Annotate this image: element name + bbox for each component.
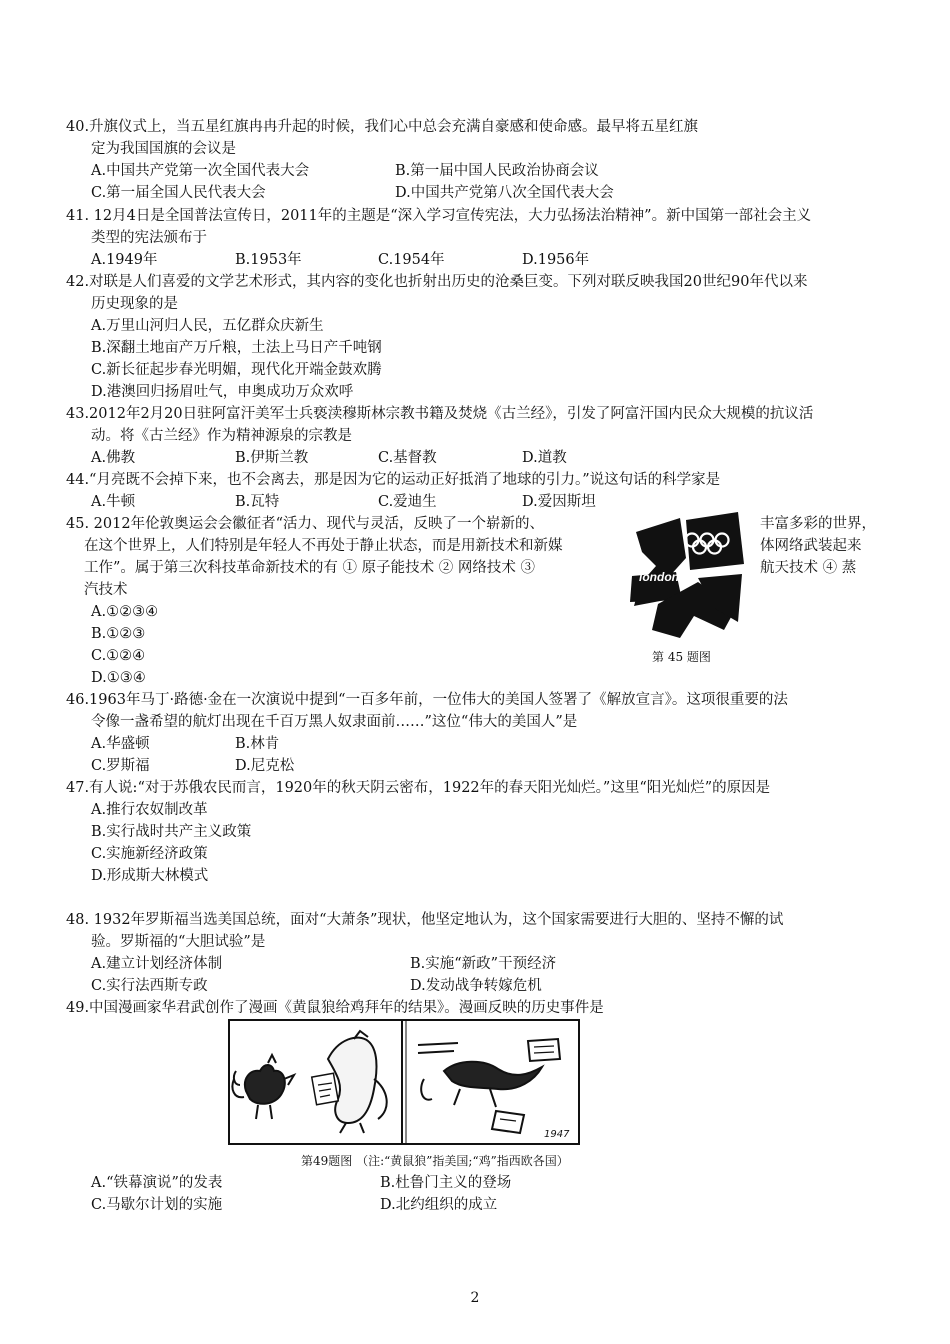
q47-option-a: A.推行农奴制改革 — [91, 802, 208, 818]
q47-option-d: D.形成斯大林模式 — [91, 868, 209, 884]
q41-stem-line1: 41. 12月4日是全国普法宣传日，2011年的主题是“深入学习宣传宪法，大力弘扬法治精神”。新中国第一部社会主义 — [66, 208, 812, 224]
cartoon-year: 1947 — [544, 1129, 570, 1140]
q45-line3-right: 航天技术 ④ 蒸 — [760, 560, 857, 576]
q43-stem-line2: 动。将《古兰经》作为精神源泉的宗教是 — [91, 428, 352, 444]
q46-option-a: A.华盛顿 — [91, 736, 150, 752]
q45-line2-right: 体网络武装起来 — [760, 538, 862, 554]
q45-line3-left: 工作”。属于第三次科技革命新技术的有 ① 原子能技术 ② 网络技术 ③ — [84, 560, 535, 576]
q45-option-a: A.①②③④ — [91, 604, 159, 620]
q44-option-b: B.瓦特 — [235, 494, 280, 510]
q46-option-c: C.罗斯福 — [91, 758, 150, 774]
q49-option-a: A.“铁幕演说”的发表 — [91, 1175, 223, 1191]
q44-option-d: D.爱因斯坦 — [522, 494, 596, 510]
q40-option-b: B.第一届中国人民政治协商会议 — [395, 163, 599, 179]
q46-option-d: D.尼克松 — [235, 758, 295, 774]
q40-stem-line1: 40.升旗仪式上，当五星红旗冉冉升起的时候，我们心中总会充满自豪感和使命感。最早将五星红旗 — [66, 119, 699, 135]
q45-figure-caption: 第 45 题图 — [652, 650, 711, 664]
q44-option-c: C.爱迪生 — [378, 494, 437, 510]
q48-stem-line2: 验。罗斯福的“大胆试验”是 — [91, 934, 266, 950]
q48-stem-line1: 48. 1932年罗斯福当选美国总统，面对“大萧条”现状，他坚定地认为，这个国家需要进行大胆的、坚持不懈的试 — [66, 912, 784, 928]
q45-option-c: C.①②④ — [91, 648, 146, 664]
q49-option-c: C.马歇尔计划的实施 — [91, 1197, 223, 1213]
q41-option-c: C.1954年 — [378, 252, 445, 268]
q47-stem-line1: 47.有人说:“对于苏俄农民而言，1920年的秋天阴云密布，1922年的春天阳光灿烂。”这里“阳光灿烂”的原因是 — [66, 780, 771, 796]
london-2012-logo — [628, 512, 750, 640]
q49-stem-line1: 49.中国漫画家华君武创作了漫画《黄鼠狼给鸡拜年的结果》。漫画反映的历史事件是 — [66, 1000, 604, 1016]
q40-option-c: C.第一届全国人民代表大会 — [91, 185, 266, 201]
q41-option-d: D.1956年 — [522, 252, 590, 268]
q42-stem-line1: 42.对联是人们喜爱的文学艺术形式，其内容的变化也折射出历史的沧桑巨变。下列对联反映我国20世纪90年代以来 — [66, 274, 808, 290]
q44-option-a: A.牛顿 — [91, 494, 136, 510]
q45-line1-right: 丰富多彩的世界， — [760, 516, 876, 532]
q45-option-b: B.①②③ — [91, 626, 146, 642]
q48-option-c: C.实行法西斯专政 — [91, 978, 208, 994]
q45-line4: 汽技术 — [84, 582, 128, 598]
q45-option-d: D.①③④ — [91, 670, 146, 686]
q43-stem-line1: 43.2012年2月20日驻阿富汗美军士兵亵渎穆斯林宗教书籍及焚烧《古兰经》，引发了阿富汗国内民众大规模的抗议活 — [66, 406, 814, 422]
q45-line1-left: 45. 2012年伦敦奥运会会徽征者“活力、现代与灵活，反映了一个崭新的、 — [66, 516, 544, 532]
q48-option-d: D.发动战争转嫁危机 — [410, 978, 542, 994]
q45-line2-left: 在这个世界上，人们特别是年轻人不再处于静止状态，而是用新技术和新媒 — [84, 538, 563, 554]
q47-option-c: C.实施新经济政策 — [91, 846, 208, 862]
q49-option-b: B.杜鲁门主义的登场 — [380, 1175, 512, 1191]
logo-london-text: london — [639, 570, 679, 584]
q43-option-c: C.基督教 — [378, 450, 437, 466]
q41-stem-line2: 类型的宪法颁布于 — [91, 230, 207, 246]
q42-option-a: A.万里山河归人民，五亿群众庆新生 — [91, 318, 324, 334]
gift-package — [312, 1073, 339, 1104]
q49-option-d: D.北约组织的成立 — [380, 1197, 498, 1213]
q41-option-a: A.1949年 — [91, 252, 158, 268]
q40-stem-line2: 定为我国国旗的会议是 — [91, 141, 236, 157]
q40-option-d: D.中国共产党第八次全国代表大会 — [395, 185, 614, 201]
q42-stem-line2: 历史现象的是 — [91, 296, 178, 312]
q48-option-b: B.实施“新政”干预经济 — [410, 956, 557, 972]
q42-option-c: C.新长征起步春光明媚，现代化开端金鼓欢腾 — [91, 362, 382, 378]
q40-option-a: A.中国共产党第一次全国代表大会 — [91, 163, 310, 179]
q49-cartoon-image — [228, 1019, 580, 1145]
q43-option-d: D.道教 — [522, 450, 567, 466]
q42-option-b: B.深翻土地亩产万斤粮，土法上马日产千吨钢 — [91, 340, 382, 356]
q46-option-b: B.林肯 — [235, 736, 280, 752]
q48-option-a: A.建立计划经济体制 — [91, 956, 223, 972]
q43-option-a: A.佛教 — [91, 450, 136, 466]
q44-stem-line1: 44.“月亮既不会掉下来，也不会离去，那是因为它的运动正好抵消了地球的引力。”说这句话的科学家是 — [66, 472, 721, 488]
page-number: 2 — [470, 1290, 480, 1306]
q41-option-b: B.1953年 — [235, 252, 302, 268]
q43-option-b: B.伊斯兰教 — [235, 450, 309, 466]
q49-figure-caption: 第49题图 （注:“黄鼠狼”指美国;“鸡”指西欧各国） — [301, 1154, 569, 1168]
q46-stem-line1: 46.1963年马丁·路德·金在一次演说中提到“一百多年前，一位伟大的美国人签署了《解放宣言》。这项很重要的法 — [66, 692, 788, 708]
q47-option-b: B.实行战时共产主义政策 — [91, 824, 252, 840]
q42-option-d: D.港澳回归扬眉吐气，申奥成功万众欢呼 — [91, 384, 354, 400]
q46-stem-line2: 令像一盏希望的航灯出现在千百万黑人奴隶面前……”这位“伟大的美国人”是 — [91, 714, 578, 730]
